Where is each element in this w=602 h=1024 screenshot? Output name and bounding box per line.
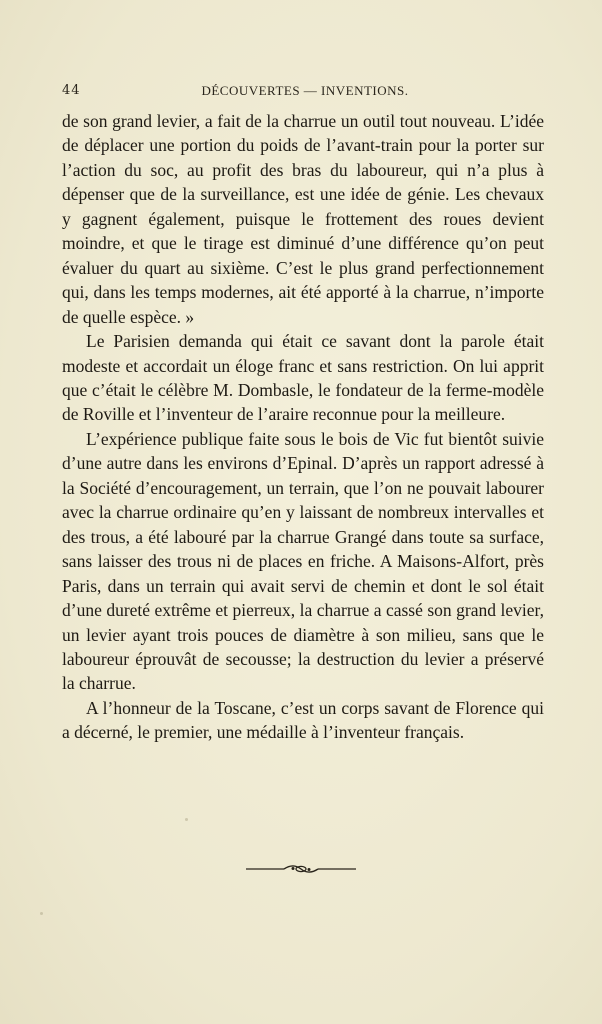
- tailpiece-flourish-icon: [246, 862, 356, 876]
- paragraph: A l’honneur de la Toscane, c’est un corps savant de Florence qui a décerné, le premier, une médaille à l’inventeur français.: [62, 697, 544, 743]
- paper-speck: [185, 818, 188, 821]
- paragraph: L’expérience publique faite sous le bois de Vic fut bientôt suivie d’une autre dans les environs d’Epinal. D’après un rapport adressé à la Société d’encouragement, un terrain, que l’on ne pouvait labourer avec la charrue ordinaire qu’en y laissant de nombreux intervalles et des trous, a été labouré par la charrue Grangé dans toute sa surface, sans laisser des trous ni de places en friche. A Maisons-Alfort, près Paris, dans un terrain qui avait servi de chemin et dont le sol était d’une dureté extrême et pierreux, la charrue a cassé son grand levier, un levier ayant trois pouces de diamètre à son milieu, sans que le laboureur éprouvât de secousse; la destruction du levier a préservé la charrue.: [62, 428, 544, 694]
- paragraph-continued: de son grand levier, a fait de la charrue un outil tout nouveau. L’idée de déplacer une portion du poids de l’avant-train pour la porter sur l’action du soc, au profit des bras du laboureur, qui n’a plus à dépenser que de la surveillance, est une idée de génie. Les chevaux y gagnent également, puisque le frottement des roues devient moindre, et que le tirage est diminué d’une différence qu’on peut évaluer du quart au sixième. C’est le plus grand perfectionnement qui, dans les temps modernes, ait été apporté à la charrue, n’importe de quelle espèce. »: [62, 111, 544, 327]
- paragraph: Le Parisien demanda qui était ce savant dont la parole était modeste et accordait un éloge franc et sans restriction. On lui apprit que c’était le célèbre M. Dombasle, le fondateur de la ferme-modèle de Roville et l’inventeur de l’araire reconnue pour la meilleure.: [62, 331, 544, 425]
- running-head: DÉCOUVERTES — INVENTIONS.: [201, 83, 409, 98]
- paper-speck: [40, 912, 43, 915]
- body-text: [62, 109, 544, 745]
- page-header: [62, 83, 548, 103]
- page-number: 44: [62, 83, 81, 98]
